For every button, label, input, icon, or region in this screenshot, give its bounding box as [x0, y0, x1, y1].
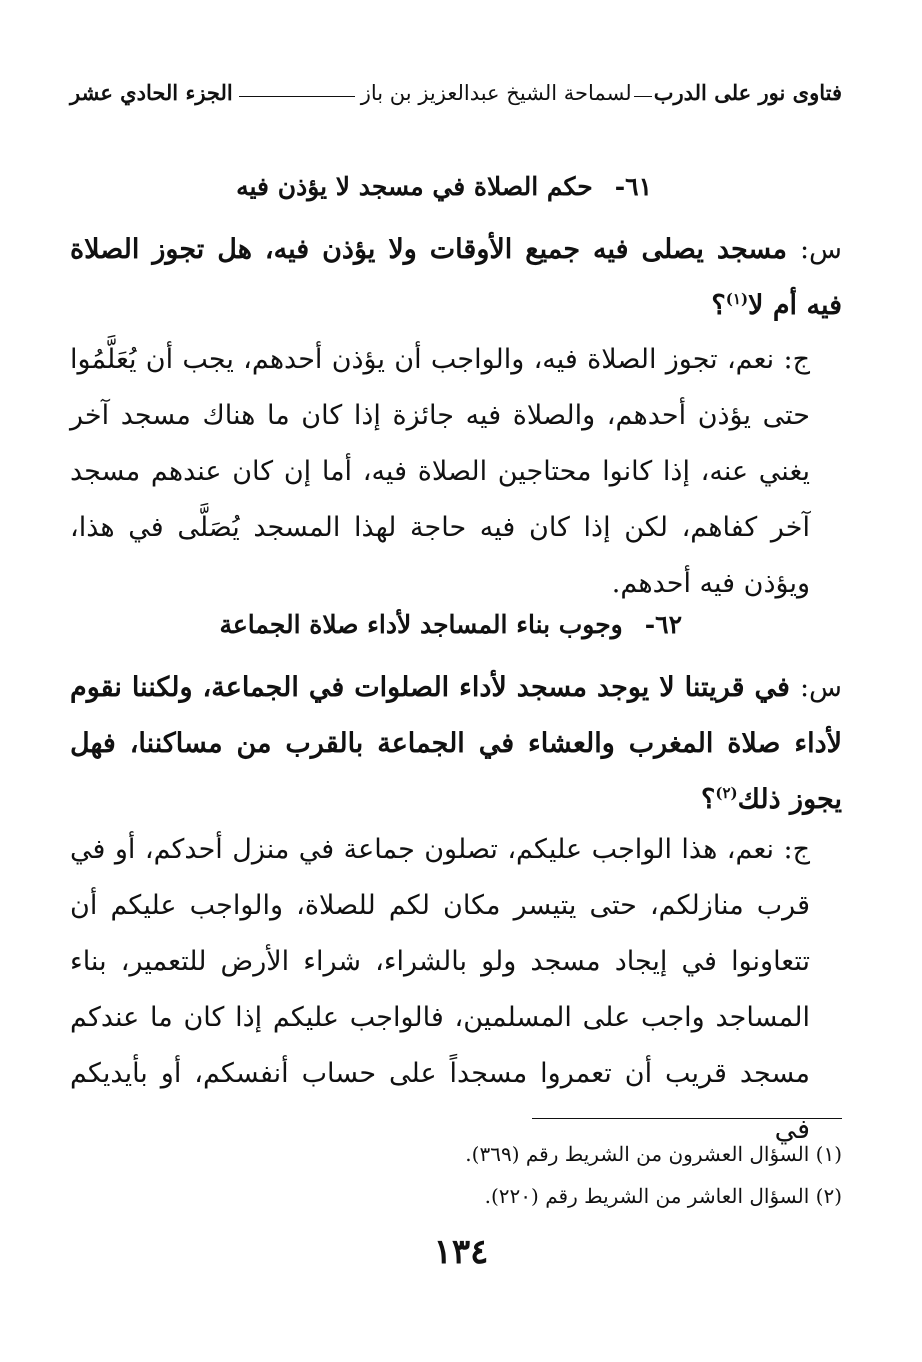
answer-label: ج:	[783, 834, 810, 865]
answer-61	[70, 332, 842, 612]
section-heading-61	[236, 172, 652, 201]
question-mark: ؟	[701, 784, 716, 815]
question-text: في قريتنا لا يوجد مسجد لأداء الصلوات في الجماعة، ولكننا نقوم لأداء صلاة المغرب والعشاء في الجماعة بالقرب من مساكننا، فهل يجوز ذلك	[70, 672, 842, 815]
answer-label: ج:	[783, 344, 810, 375]
question-62	[70, 660, 842, 828]
footnote-ref: (٢)	[715, 784, 738, 802]
author-name: لسماحة الشيخ عبدالعزيز بن باز	[360, 80, 632, 105]
question-label: س:	[799, 672, 842, 703]
footnote-rule	[532, 1118, 842, 1119]
header-rule	[239, 96, 355, 97]
page-number: ١٣٤	[433, 1232, 489, 1272]
question-label: س:	[799, 234, 842, 265]
answer-62	[70, 822, 842, 1158]
book-title: فتاوى نور على الدرب	[653, 80, 842, 105]
header-dash	[634, 96, 652, 97]
volume-label: الجزء الحادي عشر	[70, 80, 233, 105]
question-61	[70, 222, 842, 334]
answer-text: نعم، هذا الواجب عليكم، تصلون جماعة في منزل أحدكم، أو في قرب منازلكم، حتى يتيسر مكان لكم للصلاة، والواجب عليكم أن تتعاونوا في إيجاد مسجد ولو بالشراء، شراء الأرض للتعمير، بناء المساجد واجب على المسلمين، فالواجب عليكم إذا كان ما عندكم مسجد قريب أن تعمروا مسجداً على حساب أنفسكم، أو بأيديكم في	[70, 834, 810, 1145]
question-text: مسجد يصلى فيه جميع الأوقات ولا يؤذن فيه، هل تجوز الصلاة فيه أم لا	[70, 234, 842, 321]
footnote-1: (١) السؤال العشرون من الشريط رقم (٣٦٩).	[465, 1142, 842, 1166]
footnote-2: (٢) السؤال العاشر من الشريط رقم (٢٢٠).	[484, 1184, 842, 1208]
running-header	[70, 80, 842, 105]
answer-text: نعم، تجوز الصلاة فيه، والواجب أن يؤذن أحدهم، يجب أن يُعَلَّمُوا حتى يؤذن أحدهم، والصلاة فيه جائزة إذا كان ما هناك مسجد آخر يغني عنه، إذا كانوا محتاجين الصلاة فيه، أما إن كان عندهم مسجد آخر كفاهم، لكن إذا كان فيه حاجة لهذا المسجد يُصَلَّى في هذا، ويؤذن فيه أحدهم.	[70, 344, 810, 599]
section-title: وجوب بناء المساجد لأداء صلاة الجماعة	[219, 610, 623, 639]
section-title: حكم الصلاة في مسجد لا يؤذن فيه	[236, 172, 593, 201]
footnote-ref: (١)	[725, 290, 749, 308]
section-number: ٦٢-	[644, 610, 682, 639]
section-heading-62	[219, 610, 682, 639]
section-number: ٦١-	[614, 172, 652, 201]
question-mark: ؟	[711, 290, 726, 321]
